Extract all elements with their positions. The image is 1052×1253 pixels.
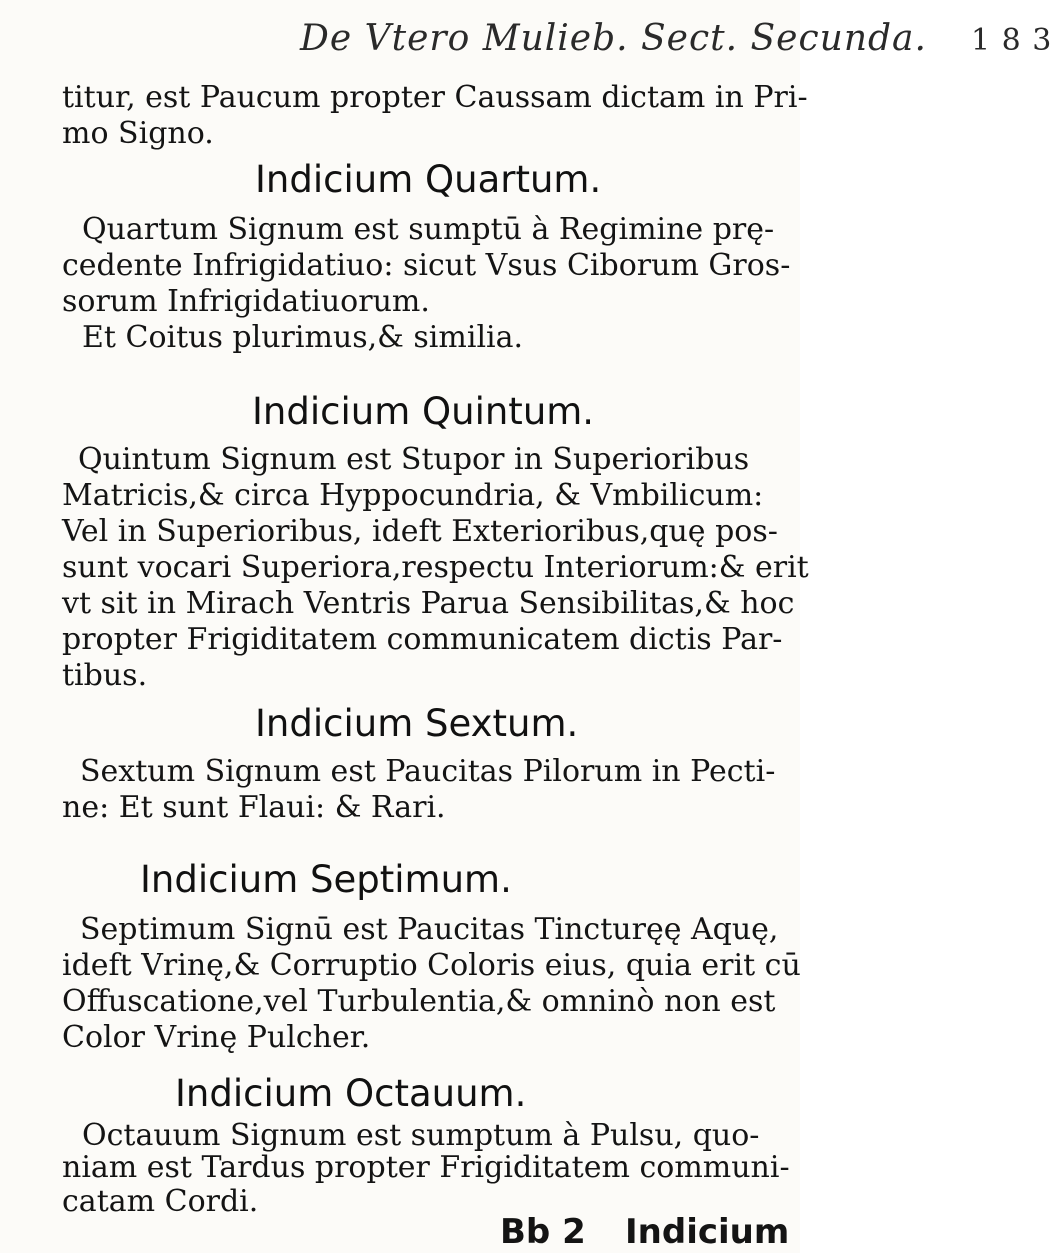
text-line: Quartum Signum est sumptū à Regimine prę- (82, 212, 775, 247)
catchword: Indicium (625, 1212, 790, 1252)
section-heading: Indicium Sextum. (255, 702, 579, 745)
section-heading: Indicium Septimum. (140, 858, 512, 901)
text-line: sorum Infrigidatiuorum. (62, 284, 430, 319)
text-line: Vel in Superioribus, ideft Exterioribus,quę pos- (62, 514, 778, 549)
text-line: Sextum Signum est Paucitas Pilorum in Pecti- (80, 754, 776, 789)
text-line: ne: Et sunt Flaui: & Rari. (62, 790, 446, 825)
text-line: vt sit in Mirach Ventris Parua Sensibilitas,& hoc (62, 586, 795, 621)
running-head-title: De Vtero Mulieb. Sect. Secunda. (300, 18, 927, 59)
text-line: tibus. (62, 658, 148, 693)
text-line: Et Coitus plurimus,& similia. (82, 320, 524, 355)
section-heading: Indicium Quintum. (252, 390, 595, 433)
running-head (300, 18, 1052, 59)
text-line: sunt vocari Superiora,respectu Interiorum:& erit (62, 550, 809, 585)
text-line: Color Vrinę Pulcher. (62, 1020, 371, 1055)
text-line: Matricis,& circa Hyppocundria, & Vmbilicum: (62, 478, 764, 513)
page-number: 1 8 3 (970, 23, 1052, 58)
text-line: mo Signo. (62, 116, 214, 151)
text-line: Offuscatione,vel Turbulentia,& omninò non est (62, 984, 776, 1019)
text-line: Octauum Signum est sumptum à Pulsu, quo- (82, 1118, 760, 1153)
signature-mark: Bb 2 (500, 1212, 586, 1252)
text-line: niam est Tardus propter Frigiditatem communi- (62, 1150, 790, 1185)
text-line: Quintum Signum est Stupor in Superioribus (78, 442, 750, 477)
text-line: cedente Infrigidatiuo: sicut Vsus Ciborum Gros- (62, 248, 791, 283)
section-heading: Indicium Quartum. (255, 158, 602, 201)
text-line: titur, est Paucum propter Caussam dictam in Pri- (62, 80, 808, 115)
text-line: Septimum Signū est Paucitas Tincturęę Aquę, (80, 912, 779, 947)
text-line: catam Cordi. (62, 1184, 259, 1219)
section-heading: Indicium Octauum. (175, 1072, 527, 1115)
text-line: ideft Vrinę,& Corruptio Coloris eius, quia erit cū (62, 948, 801, 983)
text-line: propter Frigiditatem communicatem dictis Par- (62, 622, 783, 657)
